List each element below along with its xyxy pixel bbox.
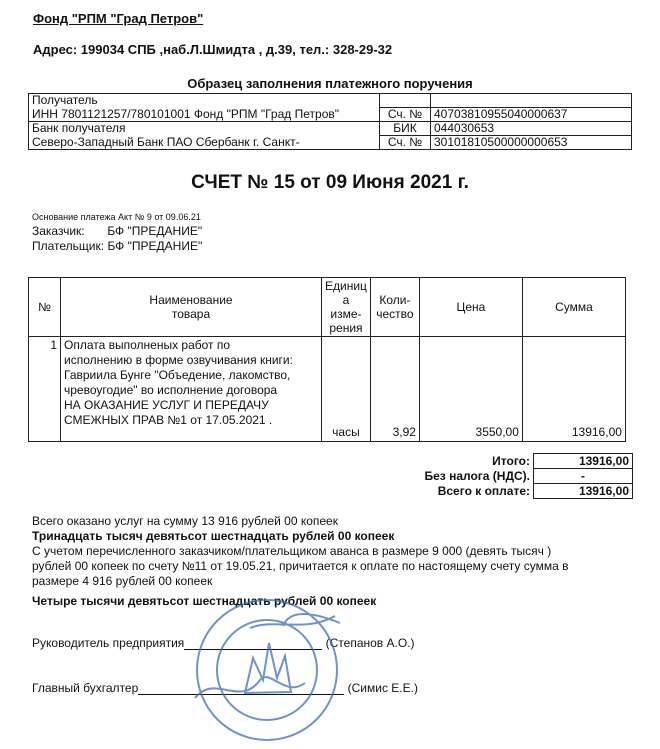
row-num: 1	[29, 337, 61, 442]
summary-line-6: Четыре тысячи девятьсот шестнадцать рублей 00 копеек	[32, 594, 377, 608]
due-label: Всего к оплате:	[437, 484, 530, 498]
summary-line-2: Тринадцать тысяч девятьсот шестнадцать рублей 00 копеек	[32, 529, 395, 543]
row-desc-line: НА ОКАЗАНИЕ УСЛУГ И ПЕРЕДАЧУ	[64, 398, 269, 412]
payer-value: БФ "ПРЕДАНИЕ"	[107, 239, 203, 253]
empty-cell	[431, 94, 632, 108]
payer-label: Плательщик:	[32, 239, 105, 253]
director-name: (Степанов А.О.)	[325, 636, 415, 650]
account-value: 40703810955040000637	[431, 108, 632, 122]
fund-address: Адрес: 199034 СПБ ,наб.Л.Шмидта , д.39, тел.: 328-29-32	[33, 42, 393, 57]
empty-cell	[380, 94, 431, 108]
bank-label: Банк получателя	[29, 122, 380, 136]
customer-value: БФ "ПРЕДАНИЕ"	[107, 224, 203, 238]
customer-label: Заказчик:	[32, 224, 85, 238]
col-header-unit-l1: Единиц	[325, 279, 367, 293]
director-label: Руководитель предприятия	[32, 636, 185, 650]
col-header-unit-l2: а	[342, 293, 350, 307]
account-label: Сч. №	[380, 108, 431, 122]
accountant-label: Главный бухгалтер	[32, 681, 139, 695]
corr-account-label: Сч. №	[380, 136, 431, 150]
customer-line	[32, 224, 202, 238]
corr-account-value: 30101810500000000653	[431, 136, 632, 150]
col-header-price: Цена	[419, 278, 522, 337]
accountant-signature-line	[32, 681, 418, 695]
col-header-num: №	[29, 278, 61, 337]
col-header-name-l2: товара	[171, 307, 211, 321]
bank-value: Северо-Западный Банк ПАО Сбербанк г. Санкт-	[29, 136, 380, 150]
col-header-unit	[322, 278, 371, 337]
col-header-qty	[370, 278, 419, 337]
row-desc-line: Гавриила Бунге "Объедение, лакомство,	[64, 368, 291, 382]
payment-sample-title: Образец заполнения платежного поручения	[187, 76, 473, 91]
total-value: 13916,00	[534, 454, 633, 469]
summary-line-5: размере 4 916 рублей 00 копеек	[32, 574, 213, 588]
col-header-qty-l1: Коли-	[379, 293, 411, 307]
row-desc-line: чревоугодие" во исполнение договора	[64, 383, 278, 397]
table-row	[29, 337, 626, 442]
recipient-label: Получатель	[29, 94, 380, 108]
stamp-outer-ring	[197, 600, 337, 740]
row-desc-line: исполнению в форме озвучивания книги:	[64, 353, 293, 367]
summary-line-1: Всего оказано услуг на сумму 13 916 рублей 00 копеек	[32, 514, 338, 528]
stamp-inner-ring	[217, 620, 317, 720]
invoice-title: СЧЕТ № 15 от 09 Июня 2021 г.	[191, 172, 469, 193]
fund-name: Фонд "РПМ "Град Петров"	[33, 11, 204, 26]
due-value: 13916,00	[534, 484, 633, 499]
row-sum: 13916,00	[522, 337, 625, 442]
vat-value: -	[534, 469, 633, 484]
bik-label: БИК	[380, 122, 431, 136]
signature-line	[184, 636, 322, 650]
bik-value: 044030653	[431, 122, 632, 136]
director-signature-scribble	[250, 614, 340, 628]
row-desc-line: Оплата выполненых работ по	[64, 338, 231, 352]
col-header-name-l1: Наименование	[149, 293, 233, 307]
summary-line-4: рублей 00 копеек по счету №11 от 19.05.21, причитается к оплате по настоящему счету сумма в	[32, 559, 569, 573]
col-header-sum: Сумма	[522, 278, 625, 337]
row-qty: 3,92	[370, 337, 419, 442]
payer-line	[32, 239, 202, 253]
items-table	[28, 277, 626, 442]
col-header-name	[61, 278, 322, 337]
row-unit: часы	[322, 337, 371, 442]
row-price: 3550,00	[419, 337, 522, 442]
row-desc-line: СМЕЖНЫХ ПРАВ №1 от 17.05.2021 .	[64, 413, 273, 427]
total-label: Итого:	[492, 454, 530, 468]
director-signature-line	[32, 636, 415, 650]
totals-table	[332, 453, 633, 499]
row-description	[61, 337, 322, 442]
recipient-value: ИНН 7801121257/780101001 Фонд "РПМ "Град Петров"	[29, 108, 380, 122]
signature-line	[138, 681, 344, 695]
col-header-unit-l4: рения	[329, 321, 363, 335]
organization-stamp	[165, 588, 365, 748]
accountant-name: (Симис Е.Е.)	[347, 681, 418, 695]
summary-line-3: С учетом перечисленного заказчиком/плательщиком аванса в размере 9 000 (девять тысяч )	[32, 544, 552, 558]
col-header-qty-l2: чество	[376, 307, 414, 321]
bank-details-table	[28, 93, 632, 150]
payment-basis: Основание платежа Акт № 9 от 09.06.21	[32, 212, 201, 222]
vat-label: Без налога (НДС).	[424, 469, 530, 483]
col-header-unit-l3: изме-	[330, 307, 362, 321]
